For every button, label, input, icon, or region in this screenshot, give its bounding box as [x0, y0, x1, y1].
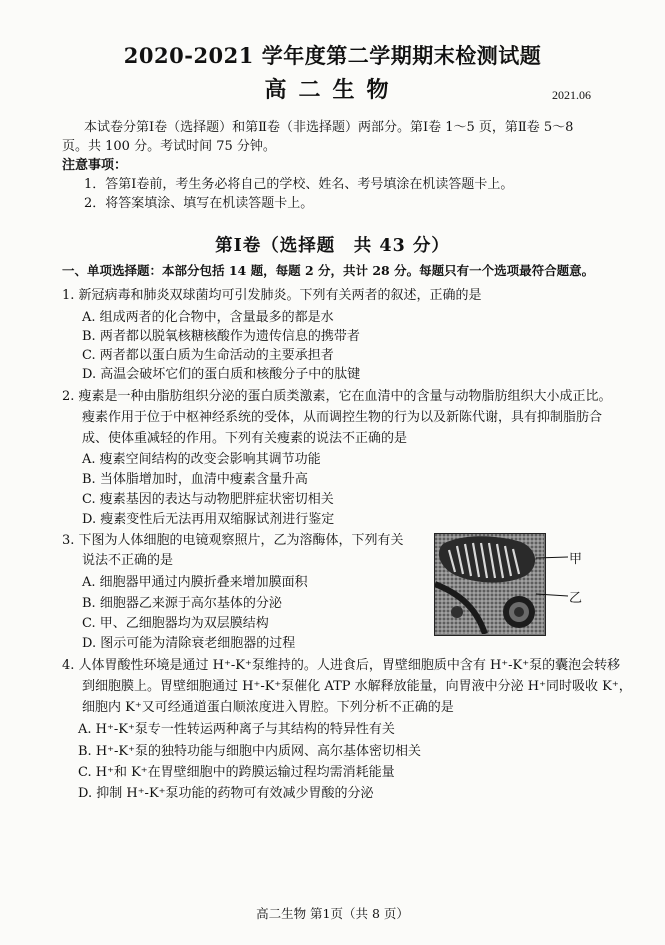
q3-option-a: A. 细胞器甲通过内膜折叠来增加膜面积 — [82, 575, 308, 590]
q3-stem-line-1: 3. 下图为人体细胞的电镜观察照片，乙为溶酶体，下列有关 — [62, 533, 404, 548]
q2-stem-line-3: 成、使体重减轻的作用。下列有关瘦素的说法不正确的是 — [82, 431, 408, 446]
notice-item-1: 1．答第Ⅰ卷前，考生务必将自己的学校、姓名、考号填涂在机读答题卡上。 — [84, 177, 514, 192]
q2-stem-line-2: 瘦素作用于位于中枢神经系统的受体，从而调控生物的行为以及新陈代谢，具有抑制脂肪合 — [82, 410, 603, 425]
section-heading: 第Ⅰ卷（选择题 共 43 分） — [215, 236, 450, 256]
q1-option-b: B. 两者都以脱氧核糖核酸作为遗传信息的携带者 — [82, 329, 360, 344]
page-footer: 高二生物 第1页（共 8 页） — [256, 906, 409, 921]
label-pointer-lines — [536, 550, 570, 600]
label-yi: 乙 — [569, 591, 583, 606]
electron-micrograph — [434, 533, 546, 636]
q4-option-d: D. 抑制 H⁺-K⁺泵功能的药物可有效减少胃酸的分泌 — [78, 786, 374, 801]
q2-option-c: C. 瘦素基因的表达与动物肥胖症状密切相关 — [82, 492, 334, 507]
notice-item-2: 2．将答案填涂、填写在机读答题卡上。 — [84, 196, 314, 211]
exam-title: 2020-2021 学年度第二学期期末检测试题 — [123, 43, 542, 68]
q1-option-d: D. 高温会破坏它们的蛋白质和核酸分子中的肽键 — [82, 367, 361, 382]
q3-stem-line-2: 说法不正确的是 — [82, 553, 174, 568]
notice-heading: 注意事项： — [62, 158, 128, 173]
q1-option-a: A. 组成两者的化合物中，含量最多的都是水 — [82, 310, 334, 325]
q3-option-d: D. 图示可能为清除衰老细胞器的过程 — [82, 636, 296, 651]
q4-option-a: A. H⁺-K⁺泵专一性转运两种离子与其结构的特异性有关 — [78, 722, 395, 737]
intro-line-2: 页。共 100 分。考试时间 75 分钟。 — [62, 139, 276, 154]
micrograph-image — [435, 534, 544, 634]
q2-option-d: D. 瘦素变性后无法再用双缩脲试剂进行鉴定 — [82, 512, 335, 527]
intro-line-1: 本试卷分第Ⅰ卷（选择题）和第Ⅱ卷（非选择题）两部分。第Ⅰ卷 1～5 页，第Ⅱ卷 5～8 — [84, 120, 574, 135]
q2-stem-line-1: 2. 瘦素是一种由脂肪组织分泌的蛋白质类激素，它在血清中的含量与动物脂肪组织大小成正比。 — [62, 389, 612, 404]
exam-subject: 高二生物 — [264, 77, 401, 103]
q4-stem-line-1: 4. 人体胃酸性环境是通过 H⁺-K⁺泵维持的。人进食后，胃壁细胞质中含有 H⁺-K⁺泵的囊泡会转移 — [62, 658, 621, 673]
q3-option-b: B. 细胞器乙来源于高尔基体的分泌 — [82, 596, 282, 611]
q4-option-b: B. H⁺-K⁺泵的独特功能与细胞中内质网、高尔基体密切相关 — [78, 744, 421, 759]
part-heading: 一、单项选择题：本部分包括 14 题，每题 2 分，共计 28 分。每题只有一个选项最符合题意。 — [62, 263, 595, 278]
q4-stem-line-2: 到细胞膜上。胃壁细胞通过 H⁺-K⁺泵催化 ATP 水解释放能量，向胃液中分泌 H⁺同时吸收 K⁺， — [82, 679, 632, 694]
q1-option-c: C. 两者都以蛋白质为生命活动的主要承担者 — [82, 348, 334, 363]
label-jia: 甲 — [569, 552, 583, 567]
q4-option-c: C. H⁺和 K⁺在胃壁细胞中的跨膜运输过程均需消耗能量 — [78, 765, 395, 780]
q3-option-c: C. 甲、乙细胞器均为双层膜结构 — [82, 616, 269, 631]
exam-date: 2021.06 — [552, 88, 591, 102]
q1-stem: 1. 新冠病毒和肺炎双球菌均可引发肺炎。下列有关两者的叙述，正确的是 — [62, 288, 482, 303]
q4-stem-line-3: 细胞内 K⁺又可经通道蛋白顺浓度进入胃腔。下列分析不正确的是 — [82, 700, 454, 715]
q2-option-a: A. 瘦素空间结构的改变会影响其调节功能 — [82, 452, 321, 467]
q2-option-b: B. 当体脂增加时，血清中瘦素含量升高 — [82, 472, 308, 487]
